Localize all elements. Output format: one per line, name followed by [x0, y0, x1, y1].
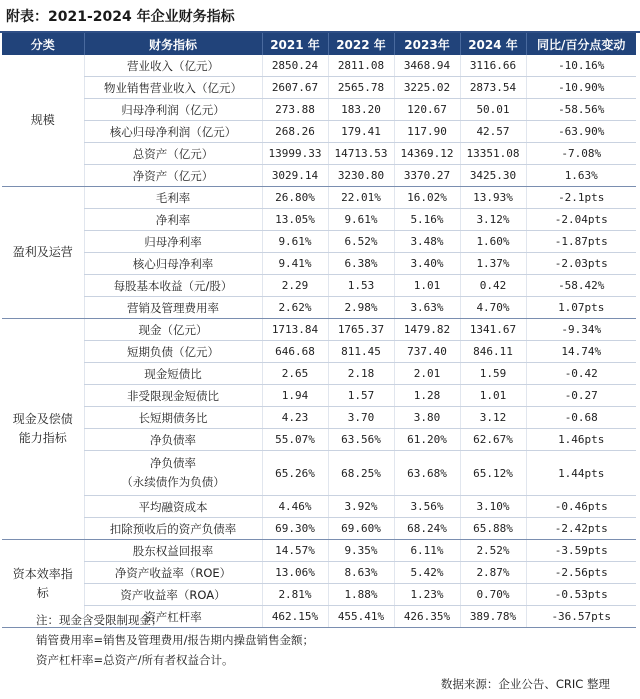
value-cell: 1.23% — [394, 584, 460, 606]
value-cell: 117.90 — [394, 121, 460, 143]
value-cell: 2850.24 — [262, 55, 328, 77]
value-cell: 3225.02 — [394, 77, 460, 99]
value-cell: 1.01 — [394, 275, 460, 297]
value-cell: 2607.67 — [262, 77, 328, 99]
value-cell: 268.26 — [262, 121, 328, 143]
value-cell: 2.18 — [328, 363, 394, 385]
value-cell: 2.98% — [328, 297, 394, 319]
value-cell: 69.60% — [328, 518, 394, 540]
value-cell: 3116.66 — [460, 55, 526, 77]
indicator-cell: 净资产收益率（ROE） — [84, 562, 262, 584]
indicator-cell: 现金（亿元） — [84, 319, 262, 341]
value-cell: 14369.12 — [394, 143, 460, 165]
change-cell: -0.53pts — [526, 584, 636, 606]
table-row — [2, 231, 636, 253]
value-cell: 22.01% — [328, 187, 394, 209]
table-row — [2, 518, 636, 540]
change-cell: -0.27 — [526, 385, 636, 407]
value-cell: 3.10% — [460, 496, 526, 518]
value-cell: 3425.30 — [460, 165, 526, 187]
value-cell: 5.42% — [394, 562, 460, 584]
value-cell: 3.70 — [328, 407, 394, 429]
value-cell: 55.07% — [262, 429, 328, 451]
value-cell: 9.41% — [262, 253, 328, 275]
table-row — [2, 451, 636, 496]
value-cell: 2.01 — [394, 363, 460, 385]
change-cell: -9.34% — [526, 319, 636, 341]
indicator-cell: 净负债率 （永续债作为负债） — [84, 451, 262, 496]
value-cell: 3.80 — [394, 407, 460, 429]
indicator-cell: 净负债率 — [84, 429, 262, 451]
value-cell: 3.40% — [394, 253, 460, 275]
value-cell: 9.35% — [328, 540, 394, 562]
value-cell: 3.12% — [460, 209, 526, 231]
table-row — [2, 209, 636, 231]
note-line: 注：现金含受限制现金； — [36, 613, 163, 627]
value-cell: 183.20 — [328, 99, 394, 121]
value-cell: 5.16% — [394, 209, 460, 231]
value-cell: 68.24% — [394, 518, 460, 540]
table-title: 附表：2021-2024 年企业财务指标 — [6, 9, 235, 25]
indicator-cell: 扣除预收后的资产负债率 — [84, 518, 262, 540]
value-cell: 2.29 — [262, 275, 328, 297]
indicator-cell: 短期负债（亿元） — [84, 341, 262, 363]
change-cell: -58.42% — [526, 275, 636, 297]
value-cell: 273.88 — [262, 99, 328, 121]
value-cell: 179.41 — [328, 121, 394, 143]
category-cell: 资本效率指 标 — [2, 540, 84, 628]
value-cell: 1341.67 — [460, 319, 526, 341]
header-2024: 2024 年 — [460, 33, 526, 55]
change-cell: 1.07pts — [526, 297, 636, 319]
value-cell: 426.35% — [394, 606, 460, 628]
value-cell: 2565.78 — [328, 77, 394, 99]
table-row — [2, 275, 636, 297]
indicator-cell: 非受限现金短债比 — [84, 385, 262, 407]
value-cell: 1.88% — [328, 584, 394, 606]
value-cell: 68.25% — [328, 451, 394, 496]
category-cell: 盈利及运营 — [2, 187, 84, 319]
note-line: 销管费用率=销售及管理费用/报告期内操盘销售金额； — [36, 633, 315, 647]
value-cell: 2.62% — [262, 297, 328, 319]
indicator-cell: 归母净利率 — [84, 231, 262, 253]
indicator-cell: 营销及管理费用率 — [84, 297, 262, 319]
change-cell: -1.87pts — [526, 231, 636, 253]
value-cell: 1.28 — [394, 385, 460, 407]
table-row — [2, 584, 636, 606]
change-cell: -2.1pts — [526, 187, 636, 209]
indicator-cell: 资产杠杆率 — [84, 606, 262, 628]
category-cell: 现金及偿债 能力指标 — [2, 319, 84, 540]
value-cell: 63.68% — [394, 451, 460, 496]
change-cell: -7.08% — [526, 143, 636, 165]
value-cell: 9.61% — [328, 209, 394, 231]
value-cell: 846.11 — [460, 341, 526, 363]
value-cell: 4.70% — [460, 297, 526, 319]
header-2021: 2021 年 — [262, 33, 328, 55]
table-row — [2, 407, 636, 429]
change-cell: -0.42 — [526, 363, 636, 385]
change-cell: -2.56pts — [526, 562, 636, 584]
financial-indicators-table — [2, 33, 636, 628]
value-cell: 65.88% — [460, 518, 526, 540]
value-cell: 9.61% — [262, 231, 328, 253]
table-row — [2, 297, 636, 319]
value-cell: 0.70% — [460, 584, 526, 606]
value-cell: 462.15% — [262, 606, 328, 628]
indicator-cell: 物业销售营业收入（亿元） — [84, 77, 262, 99]
value-cell: 0.42 — [460, 275, 526, 297]
value-cell: 3.63% — [394, 297, 460, 319]
value-cell: 3.56% — [394, 496, 460, 518]
value-cell: 14713.53 — [328, 143, 394, 165]
value-cell: 120.67 — [394, 99, 460, 121]
value-cell: 1765.37 — [328, 319, 394, 341]
indicator-cell: 现金短债比 — [84, 363, 262, 385]
table-row — [2, 429, 636, 451]
value-cell: 1.57 — [328, 385, 394, 407]
value-cell: 6.52% — [328, 231, 394, 253]
table-body — [2, 55, 636, 628]
change-cell: -2.04pts — [526, 209, 636, 231]
value-cell: 13999.33 — [262, 143, 328, 165]
value-cell: 13351.08 — [460, 143, 526, 165]
value-cell: 1.94 — [262, 385, 328, 407]
value-cell: 389.78% — [460, 606, 526, 628]
header-2022: 2022 年 — [328, 33, 394, 55]
indicator-cell: 毛利率 — [84, 187, 262, 209]
value-cell: 3029.14 — [262, 165, 328, 187]
value-cell: 737.40 — [394, 341, 460, 363]
category-cell: 规模 — [2, 55, 84, 187]
header-change: 同比/百分点变动 — [526, 33, 636, 55]
value-cell: 1.37% — [460, 253, 526, 275]
indicator-cell: 资产收益率（ROA） — [84, 584, 262, 606]
value-cell: 65.26% — [262, 451, 328, 496]
indicator-cell: 核心归母净利润（亿元） — [84, 121, 262, 143]
change-cell: 1.46pts — [526, 429, 636, 451]
value-cell: 4.46% — [262, 496, 328, 518]
table-row — [2, 363, 636, 385]
header-2023: 2023年 — [394, 33, 460, 55]
change-cell: 1.63% — [526, 165, 636, 187]
change-cell: -3.59pts — [526, 540, 636, 562]
table-row — [2, 187, 636, 209]
value-cell: 42.57 — [460, 121, 526, 143]
value-cell: 63.56% — [328, 429, 394, 451]
table-row — [2, 99, 636, 121]
value-cell: 1.01 — [460, 385, 526, 407]
change-cell: -58.56% — [526, 99, 636, 121]
indicator-cell: 平均融资成本 — [84, 496, 262, 518]
value-cell: 4.23 — [262, 407, 328, 429]
change-cell: 14.74% — [526, 341, 636, 363]
value-cell: 13.93% — [460, 187, 526, 209]
value-cell: 646.68 — [262, 341, 328, 363]
value-cell: 455.41% — [328, 606, 394, 628]
value-cell: 1713.84 — [262, 319, 328, 341]
header-indicator: 财务指标 — [84, 33, 262, 55]
value-cell: 13.05% — [262, 209, 328, 231]
value-cell: 811.45 — [328, 341, 394, 363]
value-cell: 1.53 — [328, 275, 394, 297]
value-cell: 2.81% — [262, 584, 328, 606]
value-cell: 3468.94 — [394, 55, 460, 77]
value-cell: 2.87% — [460, 562, 526, 584]
value-cell: 1.60% — [460, 231, 526, 253]
value-cell: 14.57% — [262, 540, 328, 562]
value-cell: 2811.08 — [328, 55, 394, 77]
indicator-cell: 归母净利润（亿元） — [84, 99, 262, 121]
value-cell: 65.12% — [460, 451, 526, 496]
header-category: 分类 — [2, 33, 84, 55]
table-row — [2, 319, 636, 341]
value-cell: 3370.27 — [394, 165, 460, 187]
value-cell: 1479.82 — [394, 319, 460, 341]
value-cell: 3.48% — [394, 231, 460, 253]
table-row — [2, 165, 636, 187]
change-cell: 1.44pts — [526, 451, 636, 496]
value-cell: 3.12 — [460, 407, 526, 429]
indicator-cell: 股东权益回报率 — [84, 540, 262, 562]
note-line: 资产杠杆率=总资产/所有者权益合计。 — [36, 653, 234, 667]
value-cell: 3230.80 — [328, 165, 394, 187]
table-row — [2, 540, 636, 562]
table-row — [2, 121, 636, 143]
table-row — [2, 77, 636, 99]
value-cell: 62.67% — [460, 429, 526, 451]
table-row — [2, 143, 636, 165]
table-row — [2, 55, 636, 77]
value-cell: 2.65 — [262, 363, 328, 385]
value-cell: 3.92% — [328, 496, 394, 518]
table-row — [2, 496, 636, 518]
indicator-cell: 总资产（亿元） — [84, 143, 262, 165]
value-cell: 61.20% — [394, 429, 460, 451]
value-cell: 50.01 — [460, 99, 526, 121]
value-cell: 8.63% — [328, 562, 394, 584]
indicator-cell: 净资产（亿元） — [84, 165, 262, 187]
change-cell: -0.68 — [526, 407, 636, 429]
change-cell: -10.90% — [526, 77, 636, 99]
indicator-cell: 净利率 — [84, 209, 262, 231]
table-header-row — [2, 33, 636, 55]
table-row — [2, 253, 636, 275]
value-cell: 69.30% — [262, 518, 328, 540]
value-cell: 16.02% — [394, 187, 460, 209]
indicator-cell: 长短期债务比 — [84, 407, 262, 429]
change-cell: -10.16% — [526, 55, 636, 77]
table-row — [2, 341, 636, 363]
value-cell: 2.52% — [460, 540, 526, 562]
change-cell: -2.03pts — [526, 253, 636, 275]
change-cell: -0.46pts — [526, 496, 636, 518]
change-cell: -63.90% — [526, 121, 636, 143]
table-row — [2, 562, 636, 584]
change-cell: -2.42pts — [526, 518, 636, 540]
change-cell: -36.57pts — [526, 606, 636, 628]
value-cell: 2873.54 — [460, 77, 526, 99]
value-cell: 13.06% — [262, 562, 328, 584]
data-source: 数据来源：企业公告、CRIC 整理 — [440, 677, 610, 691]
value-cell: 1.59 — [460, 363, 526, 385]
table-row — [2, 385, 636, 407]
indicator-cell: 每股基本收益（元/股） — [84, 275, 262, 297]
value-cell: 6.38% — [328, 253, 394, 275]
indicator-cell: 营业收入（亿元） — [84, 55, 262, 77]
indicator-cell: 核心归母净利率 — [84, 253, 262, 275]
table-notes — [36, 610, 314, 670]
value-cell: 6.11% — [394, 540, 460, 562]
value-cell: 26.80% — [262, 187, 328, 209]
